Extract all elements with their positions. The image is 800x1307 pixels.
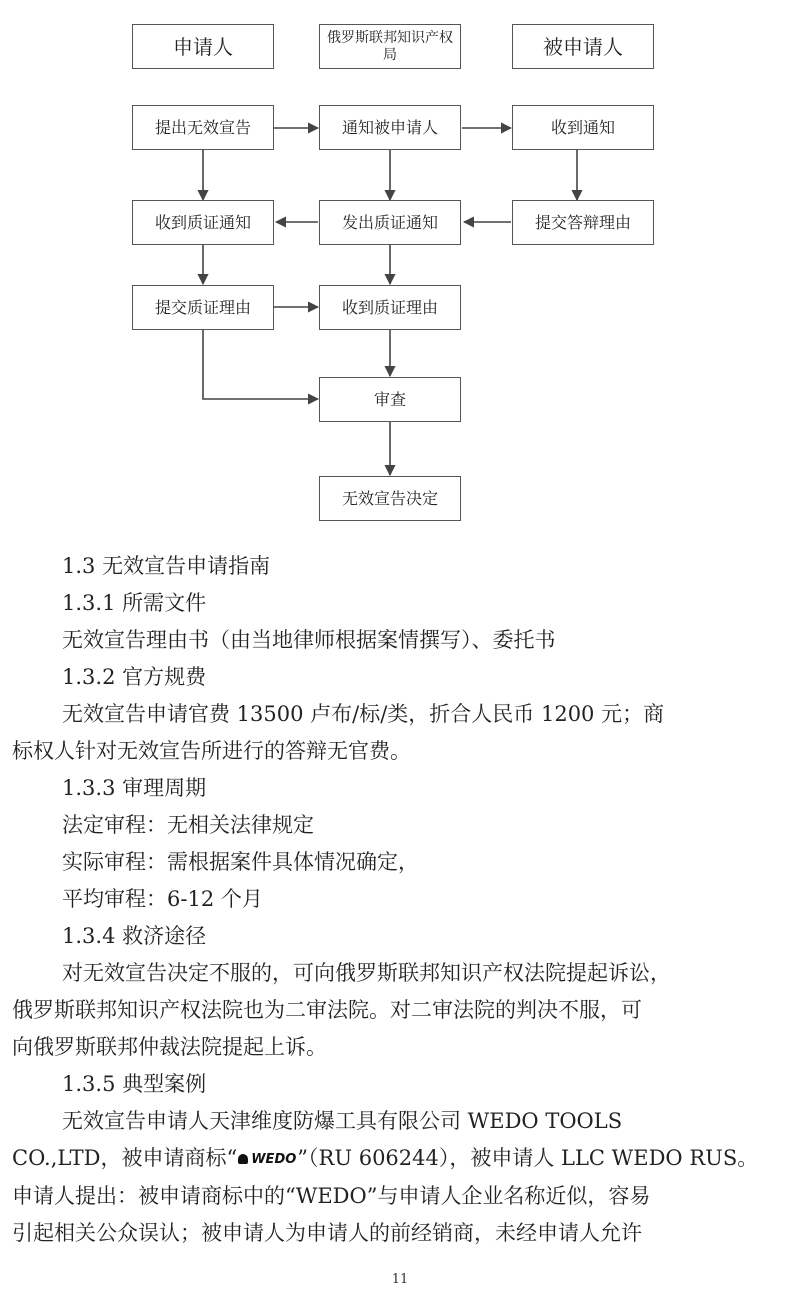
heading-1-3-4: 1.3.4 救济途径	[62, 924, 207, 948]
heading-1-3-3: 1.3.3 审理周期	[62, 776, 207, 800]
paragraph-case-line-4: 引起相关公众误认；被申请人为申请人的前经销商，未经申请人允许	[12, 1221, 642, 1245]
paragraph-actual-period: 实际审程：需根据案件具体情况确定，	[62, 850, 419, 874]
document-body	[12, 548, 782, 1252]
flowchart-connectors	[0, 0, 800, 530]
paragraph-case-line-3: 申请人提出：被申请商标中的“WEDO”与申请人企业名称近似，容易	[12, 1184, 651, 1208]
paragraph-average-period: 平均审程：6-12 个月	[62, 887, 263, 911]
wedo-logo-icon	[238, 1141, 296, 1178]
node-receive-cross-notice: 收到质证通知	[132, 200, 274, 245]
paragraph-fees-line-1: 无效宣告申请官费 13500 卢布/标/类，折合人民币 1200 元；商	[62, 702, 665, 726]
node-issue-cross-notice: 发出质证通知	[319, 200, 461, 245]
paragraph-remedy-line-3: 向俄罗斯联邦仲裁法院提起上诉。	[12, 1035, 327, 1059]
lane-applicant: 申请人	[132, 24, 274, 69]
node-submit-cross-reasons: 提交质证理由	[132, 285, 274, 330]
node-review: 审查	[319, 377, 461, 422]
heading-1-3: 1.3 无效宣告申请指南	[62, 554, 271, 578]
heading-1-3-2: 1.3.2 官方规费	[62, 665, 207, 689]
node-receive-notice: 收到通知	[512, 105, 654, 150]
page-number: 11	[391, 1272, 409, 1287]
lane-respondent: 被申请人	[512, 24, 654, 69]
node-receive-cross-reasons: 收到质证理由	[319, 285, 461, 330]
heading-1-3-5: 1.3.5 典型案例	[62, 1072, 207, 1096]
paragraph-case-line-2	[12, 1140, 782, 1178]
wedo-logo-text: WEDO	[251, 1152, 297, 1167]
paragraph-case-line-1: 无效宣告申请人天津维度防爆工具有限公司 WEDO TOOLS	[62, 1109, 623, 1133]
node-submit-defense: 提交答辩理由	[512, 200, 654, 245]
paragraph-statutory-period: 法定审程：无相关法律规定	[62, 813, 314, 837]
paragraph-remedy-line-2: 俄罗斯联邦知识产权法院也为二审法院。对二审法院的判决不服，可	[12, 998, 642, 1022]
lane-office: 俄罗斯联邦知识产权局	[319, 24, 461, 69]
paragraph-remedy-line-1: 对无效宣告决定不服的，可向俄罗斯联邦知识产权法院提起诉讼，	[62, 961, 671, 985]
arrow-submitcross-to-review	[203, 330, 318, 399]
case-text-b: ”（RU 606244），被申请人 LLC WEDO RUS。	[297, 1146, 759, 1170]
node-invalidation-decision: 无效宣告决定	[319, 476, 461, 521]
case-text-a: CO.,LTD，被申请商标“	[12, 1146, 238, 1170]
paragraph-required-documents: 无效宣告理由书（由当地律师根据案情撰写）、委托书	[62, 628, 556, 652]
paragraph-fees-line-2: 标权人针对无效宣告所进行的答辩无官费。	[12, 739, 411, 763]
heading-1-3-1: 1.3.1 所需文件	[62, 591, 207, 615]
node-notify-respondent: 通知被申请人	[319, 105, 461, 150]
node-submit-invalidation: 提出无效宣告	[132, 105, 274, 150]
